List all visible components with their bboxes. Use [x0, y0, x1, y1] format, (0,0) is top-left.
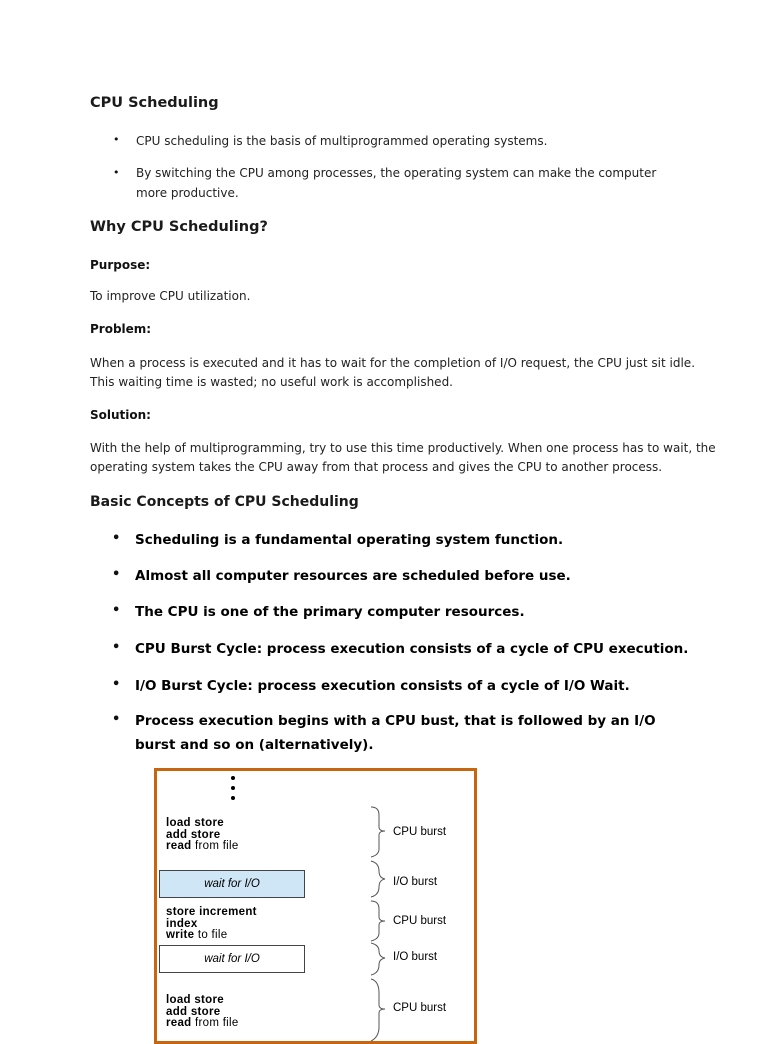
- heading-basic-concepts: Basic Concepts of CPU Scheduling: [90, 494, 359, 510]
- bullet-text: By switching the CPU among processes, the operating system can make the computer more productive.: [136, 166, 657, 200]
- bullet-dot: •: [112, 603, 121, 618]
- bullet-dot: •: [113, 166, 120, 179]
- concept-item: The CPU is one of the primary computer resources.: [135, 604, 525, 620]
- code-line-rest: from file: [191, 1017, 239, 1029]
- braces: [365, 801, 395, 1041]
- heading-cpu-scheduling: CPU Scheduling: [90, 95, 219, 111]
- burst-label: CPU burst: [393, 1002, 447, 1014]
- code-line: load store: [166, 817, 224, 829]
- code-line: store increment: [166, 906, 257, 918]
- code-block-1: [166, 818, 239, 853]
- brace-io-2: [371, 943, 385, 975]
- label-solution: Solution:: [90, 408, 151, 422]
- concept-item: I/O Burst Cycle: process execution consists of a cycle of I/O Wait.: [135, 678, 630, 694]
- text-problem-line1: When a process is executed and it has to wait for the completion of I/O request, the CPU just sit idle.: [90, 356, 696, 370]
- brace-cpu-2: [371, 901, 385, 941]
- brace-cpu-1: [371, 807, 385, 857]
- bullet-text: CPU scheduling is the basis of multiprogrammed operating systems.: [136, 134, 548, 148]
- heading-why-cpu-scheduling: Why CPU Scheduling?: [90, 219, 268, 235]
- cpu-io-burst-diagram: [154, 768, 477, 1044]
- code-block-3: [166, 995, 239, 1030]
- code-line-rest: to file: [194, 929, 228, 941]
- concept-item: Process execution begins with a CPU bust, that is followed by an I/O burst and so on (alternatively).: [135, 713, 656, 753]
- text-solution-line1: With the help of multiprogramming, try to use this time productively. When one process has to wait, the: [90, 441, 716, 455]
- code-line: index: [166, 917, 198, 930]
- text-purpose: To improve CPU utilization.: [90, 289, 251, 303]
- text-solution-line2: operating system takes the CPU away from that process and gives the CPU to another process.: [90, 460, 663, 474]
- bullet-dot: •: [112, 640, 121, 655]
- burst-label: CPU burst: [393, 915, 447, 927]
- bullet-dot: •: [112, 677, 121, 692]
- code-line: add store: [166, 1005, 221, 1018]
- bullet-dot: •: [112, 531, 121, 546]
- code-line: load store: [166, 994, 224, 1006]
- code-line-rest: from file: [191, 840, 239, 852]
- text-problem-line2: This waiting time is wasted; no useful work is accomplished.: [90, 375, 453, 389]
- burst-label: CPU burst: [393, 826, 447, 838]
- code-line: write: [166, 929, 195, 941]
- label-purpose: Purpose:: [90, 258, 151, 272]
- concept-item: Scheduling is a fundamental operating system function.: [135, 532, 564, 548]
- bullet-dot: •: [112, 567, 121, 582]
- bullet-dot: •: [113, 133, 120, 146]
- bullet-dot: •: [112, 712, 121, 727]
- burst-label: I/O burst: [393, 951, 438, 963]
- ellipsis-dot: [231, 796, 235, 800]
- code-block-2: [166, 907, 257, 942]
- wait-for-io-box: wait for I/O: [159, 870, 305, 898]
- brace-cpu-3: [371, 979, 385, 1041]
- concept-item: Almost all computer resources are scheduled before use.: [135, 568, 571, 584]
- ellipsis-dot: [231, 776, 235, 780]
- concept-item: CPU Burst Cycle: process execution consists of a cycle of CPU execution.: [135, 641, 689, 657]
- brace-io-1: [371, 861, 385, 897]
- code-line: add store: [166, 828, 221, 841]
- ellipsis-dot: [231, 786, 235, 790]
- code-line: read: [166, 840, 192, 852]
- label-problem: Problem:: [90, 322, 152, 336]
- code-line: read: [166, 1017, 192, 1029]
- wait-for-io-box: wait for I/O: [159, 945, 305, 973]
- burst-label: I/O burst: [393, 876, 438, 888]
